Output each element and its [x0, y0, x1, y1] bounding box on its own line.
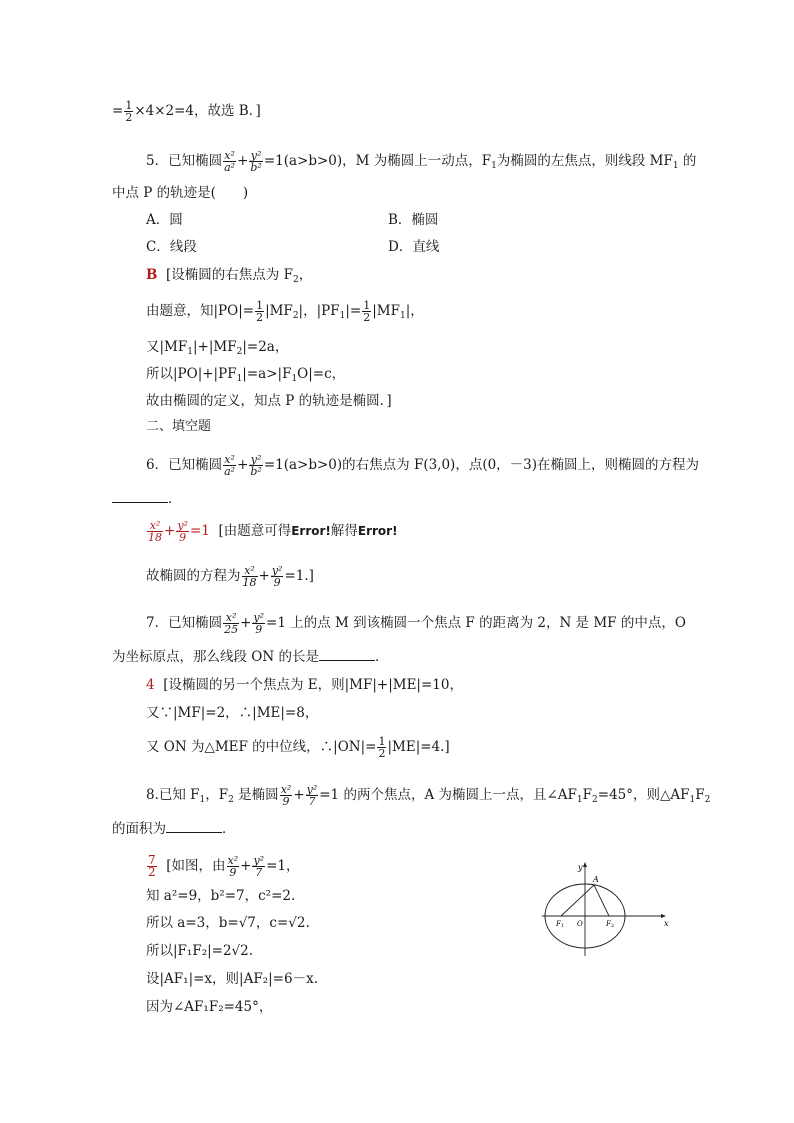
segment-af2 — [594, 885, 609, 916]
q8-solution-line5: 设|AF₁|=x，则|AF₂|=6－x. — [146, 971, 318, 987]
q5-solution-line4: 所以$|PO|+|PF_1|=a>|F_1O|=c$， — [146, 366, 346, 384]
q8-solution-line4: 所以|F₁F₂|=2√2. — [146, 943, 254, 959]
x-axis-arrow-icon — [661, 914, 666, 918]
q5-option-d: D．直线 — [388, 239, 440, 255]
label-o: O — [577, 920, 583, 928]
q8-solution-line2: 知 a²=9，b²=7，c²=2. — [146, 888, 296, 904]
label-f1: F1 — [556, 920, 565, 929]
q8-stem-line1: 8.已知 $F_1$，$F_2$ 是椭圆 $\frac{\text{x²}}{9}$ + $\frac{\text{y²}}{7}$ =1 的两个焦点，A 为椭圆上一点，且$\angle AF_1F_2=45^\circ$，则$\triangle AF_1F_2$ — [146, 783, 711, 808]
q6-stem-line2: ． — [112, 490, 182, 508]
q7-stem-line1: 7．已知椭圆 $\frac{\text{x²}}{25}$ + $\frac{\text{y²}}{9}$ =1 上的点 M 到该椭圆一个焦点 F 的距离为 2，N 是 MF 的中点，O — [146, 611, 686, 636]
answer-blank — [112, 490, 168, 503]
label-y: y — [578, 863, 583, 872]
q5-option-a: A．圆 — [146, 212, 183, 228]
section-heading: 二、填空题 — [146, 419, 212, 434]
label-f2: F2 — [606, 920, 615, 929]
ellipse-figure — [540, 858, 670, 958]
y-axis-arrow-icon — [583, 862, 587, 867]
q6-stem-line1: 6．已知椭圆 $\frac{\text{x²}}{\text{a²}}$ + $\frac{\text{y²}}{\text{b²}}$ =1(a>b>0)的右焦点为 F(3,0)，点(0，－3)在椭圆上，则椭圆的方程为 — [146, 453, 700, 478]
q8-solution-line6: 因为∠AF₁F₂=45°， — [146, 999, 273, 1015]
fraction: $\frac{1}{2}$ — [125, 99, 133, 124]
q7-stem-line2: 为坐标原点，那么线段 ON 的长是 ． — [112, 649, 389, 665]
answer-blank — [166, 820, 222, 833]
q6-answer: $\frac{\text{x²}}{18}$ + $\frac{\text{y²}}{9}$ =1 [由题意可得Error!解得Error! — [148, 519, 398, 544]
q8-answer: $\frac{7}{2}$ [如图，由 $\frac{\text{x²}}{9}$ + $\frac{\text{y²}}{7}$ =1， — [148, 853, 300, 879]
q5-option-b: B．椭圆 — [388, 212, 439, 228]
q5-option-c: C．线段 — [146, 239, 197, 255]
q5-solution-line2: 由题意，知|PO|= $\frac{1}{2}$ $|MF_2|$，$|PF_1|=$ $\frac{1}{2}$ $|MF_1|$， — [146, 299, 424, 324]
q8-stem-line2: 的面积为 ． — [112, 821, 236, 837]
q8-solution-line3: 所以 a=3，b=√7，c=√2. — [146, 915, 310, 931]
q5-solution-line5: 故由椭圆的定义，知点 P 的轨迹是椭圆．] — [146, 393, 392, 409]
segment-af1 — [561, 885, 594, 916]
q7-solution-line2: 又∵|MF|=2，∴|ME|=8， — [146, 705, 319, 721]
q5-stem-line2: 中点 P 的轨迹是( ) — [112, 185, 249, 201]
q7-solution-line3: 又 ON 为△MEF 的中位线，∴|ON|= $\frac{1}{2}$ |ME|=4.] — [146, 735, 450, 760]
q6-solution-line2: 故椭圆的方程为 $\frac{\text{x²}}{18}$ + $\frac{\text{y²}}{9}$ =1.] — [146, 564, 314, 589]
continuation-line: = $\frac{1}{2}$ ×4×2=4，故选 B．] — [112, 99, 261, 124]
q5-stem-line1: 5．已知椭圆 $\frac{\text{x²}}{\text{a²}}$ + $\frac{\text{y²}}{\text{b²}}$ =1(a>b>0)，M 为椭圆上一动点，$F_1$为椭圆的左焦点，则线段 $MF_1$ 的 — [146, 149, 697, 174]
answer-blank — [319, 648, 375, 661]
label-x: x — [664, 919, 669, 928]
label-a: A — [593, 875, 599, 884]
q5-solution-line3: 又$|MF_1|+|MF_2|=2a$， — [146, 339, 289, 357]
q7-answer: 4 [设椭圆的另一个焦点为 E，则|MF|+|ME|=10， — [146, 677, 463, 693]
q5-answer: B [设椭圆的右焦点为 $F_2$， — [146, 267, 313, 285]
